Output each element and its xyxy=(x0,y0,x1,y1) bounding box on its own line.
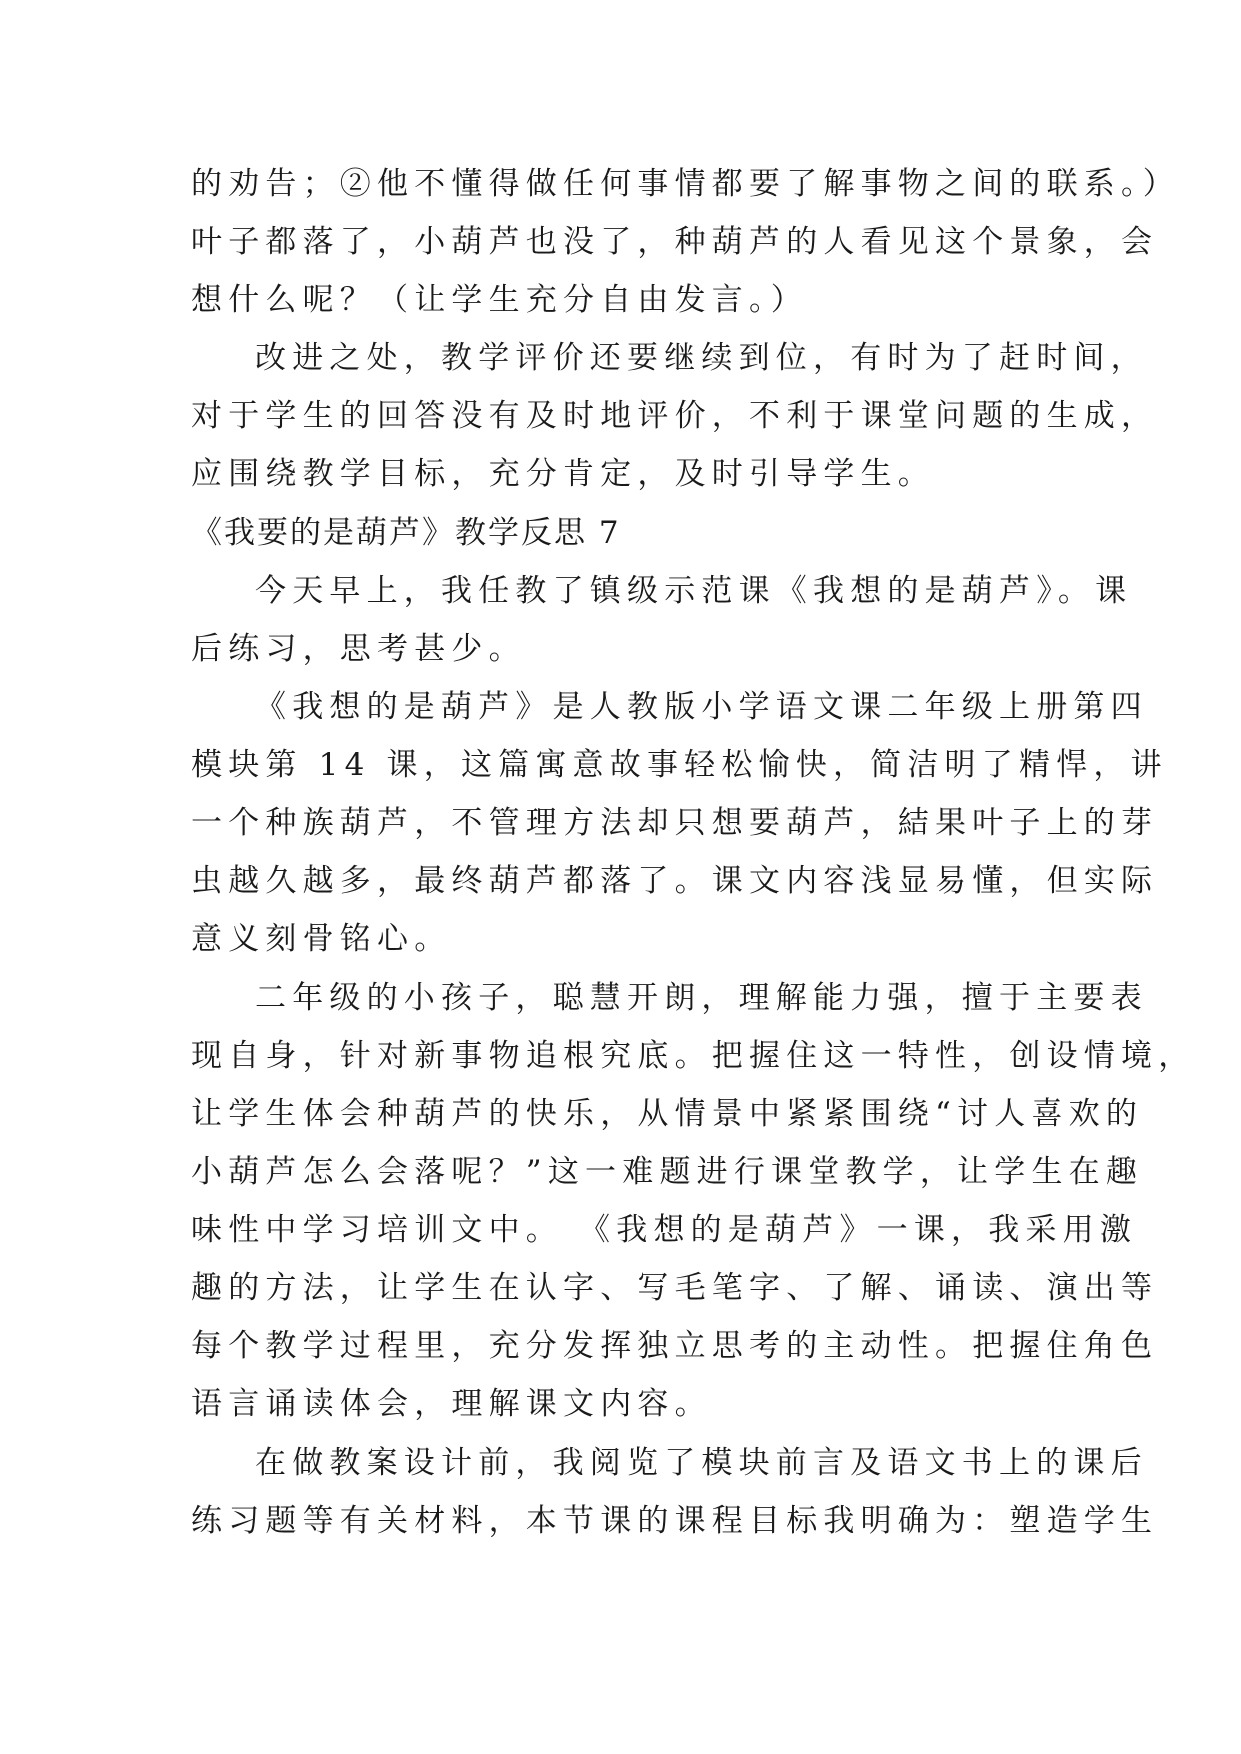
text-line: 语言诵读体会，理解课文内容。 xyxy=(191,1386,712,1422)
text-line: 让学生体会种葫芦的快乐，从情景中紧紧围绕“讨人喜欢的 xyxy=(191,1096,1144,1132)
text-line: 一个种族葫芦，不管理方法却只想要葫芦，結果叶子上的芽 xyxy=(191,805,1159,841)
text-line: 虫越久越多，最终葫芦都落了。课文内容浅显易懂，但实际 xyxy=(191,863,1159,899)
text-line: 应围绕教学目标，充分肯定，及时引导学生。 xyxy=(191,456,935,492)
text-line: 的劝告；②他不懂得做任何事情都要了解事物之间的联系。） xyxy=(191,166,1180,202)
text-line: 叶子都落了，小葫芦也没了，种葫芦的人看见这个景象，会 xyxy=(191,224,1159,260)
text-line: 后练习，思考甚少。 xyxy=(191,631,526,667)
text-line: 趣的方法，让学生在认字、写毛笔字、了解、诵读、演出等 xyxy=(191,1270,1159,1306)
text-line: 现自身，针对新事物追根究底。把握住这一特性，创设情境， xyxy=(191,1038,1196,1074)
paragraph-first-line: 改进之处，教学评价还要继续到位，有时为了赶时间， xyxy=(255,340,1148,376)
text-line: 每个教学过程里，充分发挥独立思考的主动性。把握住角色 xyxy=(191,1328,1159,1364)
text-line: 练习题等有关材料，本节课的课程目标我明确为：塑造学生 xyxy=(191,1503,1159,1539)
text-line: 意义刻骨铭心。 xyxy=(191,921,452,957)
text-line: 味性中学习培训文中。 《我想的是葫芦》一课，我采用激 xyxy=(191,1212,1138,1248)
text-line: 对于学生的回答没有及时地评价，不利于课堂问题的生成， xyxy=(191,398,1159,434)
text-line: 小葫芦怎么会落呢？”这一难题进行课堂教学，让学生在趣 xyxy=(191,1154,1144,1190)
paragraph-first-line: 今天早上，我任教了镇级示范课《我想的是葫芦》。课 xyxy=(255,573,1133,609)
text-line: 模块第 14 课，这篇寓意故事轻松愉快，简洁明了精悍，讲 xyxy=(191,747,1168,783)
text-line: 想什么呢？（让学生充分自由发言。） xyxy=(191,282,808,318)
section-heading: 《我要的是葫芦》教学反思 7 xyxy=(191,515,621,551)
paragraph-first-line: 二年级的小孩子，聪慧开朗，理解能力强，擅于主要表 xyxy=(255,980,1148,1016)
paragraph-first-line: 在做教案设计前，我阅览了模块前言及语文书上的课后 xyxy=(255,1445,1148,1481)
paragraph-first-line: 《我想的是葫芦》是人教版小学语文课二年级上册第四 xyxy=(255,689,1148,725)
